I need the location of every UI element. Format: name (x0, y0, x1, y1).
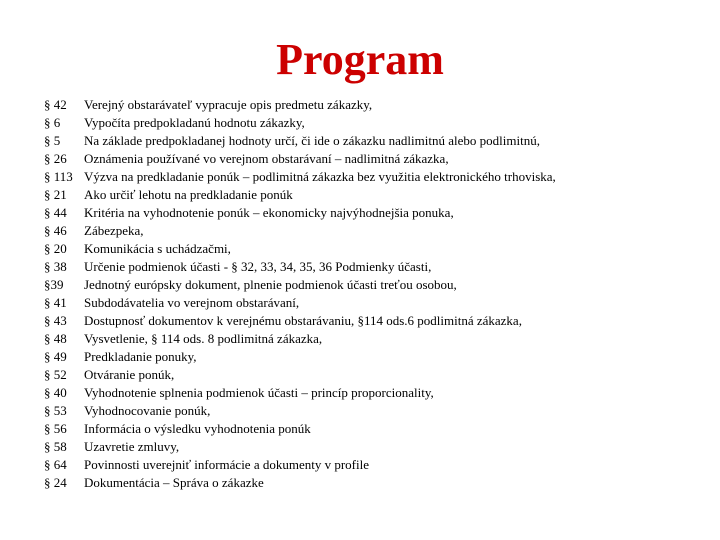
section-number: § 40 (44, 385, 67, 400)
list-item (44, 312, 684, 330)
list-item (44, 384, 684, 402)
section-text: Komunikácia s uchádzačmi, (84, 241, 231, 256)
section-number: § 113 (44, 169, 73, 184)
section-number: § 21 (44, 187, 67, 202)
list-item (44, 168, 684, 186)
section-number: § 49 (44, 349, 67, 364)
list-item (44, 258, 684, 276)
section-text: Dokumentácia – Správa o zákazke (84, 475, 264, 490)
list-item (44, 456, 684, 474)
section-text: Uzavretie zmluvy, (84, 439, 180, 454)
program-list (44, 96, 684, 492)
list-item (44, 474, 684, 492)
list-item (44, 348, 684, 366)
section-number: § 48 (44, 331, 67, 346)
slide-title: Program (276, 35, 444, 84)
list-item (44, 150, 684, 168)
list-item (44, 204, 684, 222)
section-text: Vysvetlenie, § 114 ods. 8 podlimitná zákazka, (84, 331, 323, 346)
section-number: § 42 (44, 97, 67, 112)
section-text: Otváranie ponúk, (84, 367, 175, 382)
section-number: § 44 (44, 205, 67, 220)
section-number: § 64 (44, 457, 67, 472)
section-text: Dostupnosť dokumentov k verejnému obstarávaniu, §114 ods.6 podlimitná zákazka, (84, 313, 522, 328)
section-text: Subdodávatelia vo verejnom obstarávaní, (84, 295, 300, 310)
section-text: Zábezpeka, (84, 223, 144, 238)
section-text: Vypočíta predpokladanú hodnotu zákazky, (84, 115, 305, 130)
section-text: Predkladanie ponuky, (84, 349, 197, 364)
section-text: Povinnosti uverejniť informácie a dokumenty v profile (84, 457, 369, 472)
section-number: § 52 (44, 367, 67, 382)
list-item (44, 132, 684, 150)
section-number: § 46 (44, 223, 67, 238)
section-number: § 58 (44, 439, 67, 454)
section-number: § 56 (44, 421, 67, 436)
list-item (44, 222, 684, 240)
section-text: Informácia o výsledku vyhodnotenia ponúk (84, 421, 311, 436)
section-text: Verejný obstarávateľ vypracuje opis predmetu zákazky, (84, 97, 373, 112)
section-text: Oznámenia používané vo verejnom obstarávaní – nadlimitná zákazka, (84, 151, 449, 166)
section-number: § 5 (44, 133, 61, 148)
section-text: Výzva na predkladanie ponúk – podlimitná zákazka bez využitia elektronického trhoviska, (84, 169, 556, 184)
section-text: Jednotný európsky dokument, plnenie podmienok účasti treťou osobou, (84, 277, 457, 292)
list-item (44, 186, 684, 204)
list-item (44, 438, 684, 456)
section-number: § 24 (44, 475, 67, 490)
list-item (44, 114, 684, 132)
list-item (44, 276, 684, 294)
section-text: Ako určiť lehotu na predkladanie ponúk (84, 187, 293, 202)
list-item (44, 96, 684, 114)
list-item (44, 240, 684, 258)
section-number: § 43 (44, 313, 67, 328)
section-number: § 38 (44, 259, 67, 274)
section-text: Vyhodnocovanie ponúk, (84, 403, 211, 418)
section-text: Kritéria na vyhodnotenie ponúk – ekonomicky najvýhodnejšia ponuka, (84, 205, 454, 220)
list-item (44, 330, 684, 348)
section-number: § 6 (44, 115, 61, 130)
section-number: §39 (44, 277, 64, 292)
list-item (44, 420, 684, 438)
section-text: Na základe predpokladanej hodnoty určí, či ide o zákazku nadlimitnú alebo podlimitnú, (84, 133, 540, 148)
section-number: § 20 (44, 241, 67, 256)
section-number: § 53 (44, 403, 67, 418)
section-text: Určenie podmienok účasti - § 32, 33, 34, 35, 36 Podmienky účasti, (84, 259, 432, 274)
list-item (44, 294, 684, 312)
section-number: § 26 (44, 151, 67, 166)
list-item (44, 402, 684, 420)
section-number: § 41 (44, 295, 67, 310)
section-text: Vyhodnotenie splnenia podmienok účasti – princíp proporcionality, (84, 385, 434, 400)
list-item (44, 366, 684, 384)
